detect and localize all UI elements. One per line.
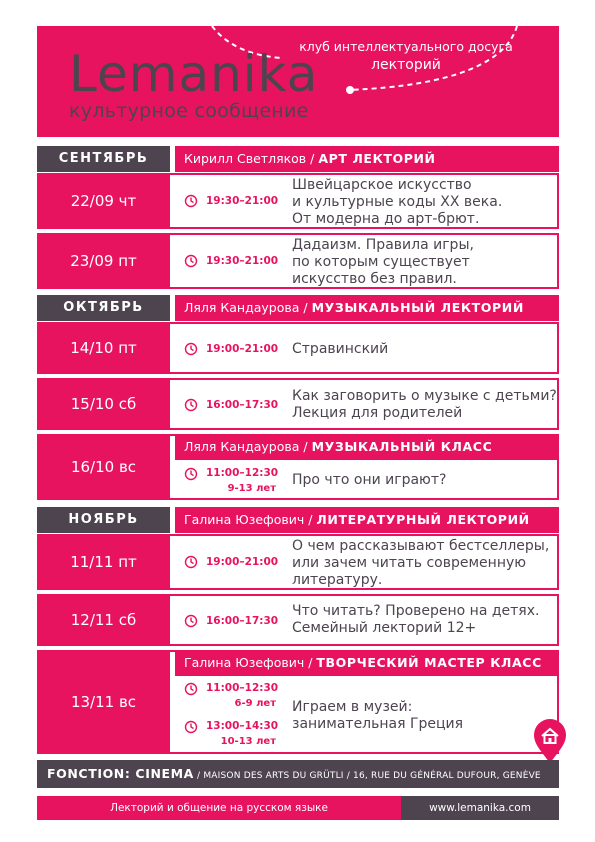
lecture-topic: ЛИТЕРАТУРНЫЙ ЛЕКТОРИЙ (316, 512, 530, 527)
lecture-caption: лекторий (371, 57, 441, 73)
event-date: 12/11 сб (37, 594, 170, 646)
event-time: 19:00–21:00 (206, 556, 279, 568)
title-line: литературу. (292, 572, 383, 588)
header-banner (37, 26, 559, 137)
month-label: ОКТЯБРЬ (37, 295, 170, 321)
clock-icon (184, 555, 198, 569)
title-line: и культурные коды XX века. (292, 194, 503, 210)
title-line: занимательная Греция (292, 716, 464, 732)
title-line: Как заговорить о музыке с детьми? (292, 388, 557, 404)
clock-icon (184, 254, 198, 268)
lecturer-name: Галина Юзефович (184, 512, 305, 527)
clock-icon (184, 614, 198, 628)
lecturer-bar: Ляля Кандаурова / МУЗЫКАЛЬНЫЙ ЛЕКТОРИЙ (175, 295, 559, 321)
event-time: 13:00–14:30 (206, 720, 279, 732)
home-pin-icon (532, 718, 568, 764)
lecture-topic: МУЗЫКАЛЬНЫЙ КЛАСС (311, 439, 493, 454)
age-range: 6-9 лет (234, 698, 276, 709)
event-time: 19:30–21:00 (206, 195, 279, 207)
lecturer-bar: Кирилл Светляков / АРТ ЛЕКТОРИЙ (175, 146, 559, 172)
title-line: О чем рассказывают бестселлеры, (292, 538, 550, 554)
event-title (292, 603, 557, 637)
title-line: Швейцарское искусство (292, 177, 472, 193)
age-range: 10-13 лет (220, 736, 276, 747)
venue-bar (37, 760, 559, 788)
title-line: Играем в музей: (292, 699, 413, 715)
title-line: Что читать? Проверено на детях. (292, 603, 540, 619)
lecture-topic: МУЗЫКАЛЬНЫЙ ЛЕКТОРИЙ (311, 300, 524, 315)
event-time: 19:00–21:00 (206, 343, 279, 355)
event-title (292, 341, 557, 358)
clock-icon (184, 398, 198, 412)
title-line: Лекция для родителей (292, 405, 463, 421)
event-title (292, 699, 557, 733)
lecturer-name: Ляля Кандаурова (184, 300, 300, 315)
logo-subtitle: культурное сообщение (69, 100, 309, 122)
event-title (292, 538, 557, 589)
venue-address: / MAISON DES ARTS DU GRÜTLI / 16, RUE DU GÉNÉRAL DUFOUR, GENÈVE (193, 771, 541, 781)
month-label: СЕНТЯБРЬ (37, 146, 170, 172)
event-time: 11:00–12:30 (206, 467, 279, 479)
lecturer-bar: Ляля Кандаурова / МУЗЫКАЛЬНЫЙ КЛАСС (175, 434, 559, 460)
lecturer-bar: Галина Юзефович / ЛИТЕРАТУРНЫЙ ЛЕКТОРИЙ (175, 507, 559, 533)
title-line: Семейный лекторий 12+ (292, 620, 477, 636)
event-date: 15/10 сб (37, 378, 170, 430)
clock-icon (184, 194, 198, 208)
lecture-topic: АРТ ЛЕКТОРИЙ (318, 151, 436, 166)
event-date: 23/09 пт (37, 233, 170, 289)
event-date: 11/11 пт (37, 534, 170, 590)
title-line: Дадаизм. Правила игры, (292, 237, 474, 253)
title-line: искусство без правил. (292, 271, 457, 287)
clock-icon (184, 720, 198, 734)
event-date: 14/10 пт (37, 322, 170, 374)
title-line: Про что они играют? (292, 472, 447, 488)
event-title (292, 177, 557, 228)
event-time: 19:30–21:00 (206, 255, 279, 267)
event-title (292, 472, 557, 489)
lecturer-name: Галина Юзефович (184, 655, 305, 670)
event-time: 11:00–12:30 (206, 682, 279, 694)
club-caption: клуб интеллектуального досуга (299, 39, 513, 54)
clock-icon (184, 467, 198, 481)
title-line: От модерна до арт-брют. (292, 211, 480, 227)
clock-icon (184, 682, 198, 696)
lecturer-bar: Галина Юзефович / ТВОРЧЕСКИЙ МАСТЕР КЛАСС (175, 650, 559, 676)
lecturer-name: Ляля Кандаурова (184, 439, 300, 454)
title-line: или зачем читать современную (292, 555, 527, 571)
month-label: НОЯБРЬ (37, 507, 170, 533)
event-date: 13/11 вс (37, 650, 170, 754)
event-title (292, 237, 557, 288)
title-line: Стравинский (292, 341, 389, 357)
logo-text: Lemanika (69, 45, 319, 103)
age-range: 9-13 лет (227, 483, 276, 494)
event-date: 16/10 вс (37, 434, 170, 500)
lecturer-name: Кирилл Светляков (184, 151, 307, 166)
event-title (292, 388, 557, 422)
event-date: 22/09 чт (37, 173, 170, 229)
venue-label: FONCTION: CINEMA (47, 766, 194, 781)
language-note: Лекторий и общение на русском языке (37, 796, 401, 820)
lecture-topic: ТВОРЧЕСКИЙ МАСТЕР КЛАСС (316, 655, 542, 670)
clock-icon (184, 342, 198, 356)
event-time: 16:00–17:30 (206, 615, 279, 627)
event-time: 16:00–17:30 (206, 399, 279, 411)
title-line: по которым существует (292, 254, 470, 270)
website-link[interactable]: www.lemanika.com (401, 796, 559, 820)
